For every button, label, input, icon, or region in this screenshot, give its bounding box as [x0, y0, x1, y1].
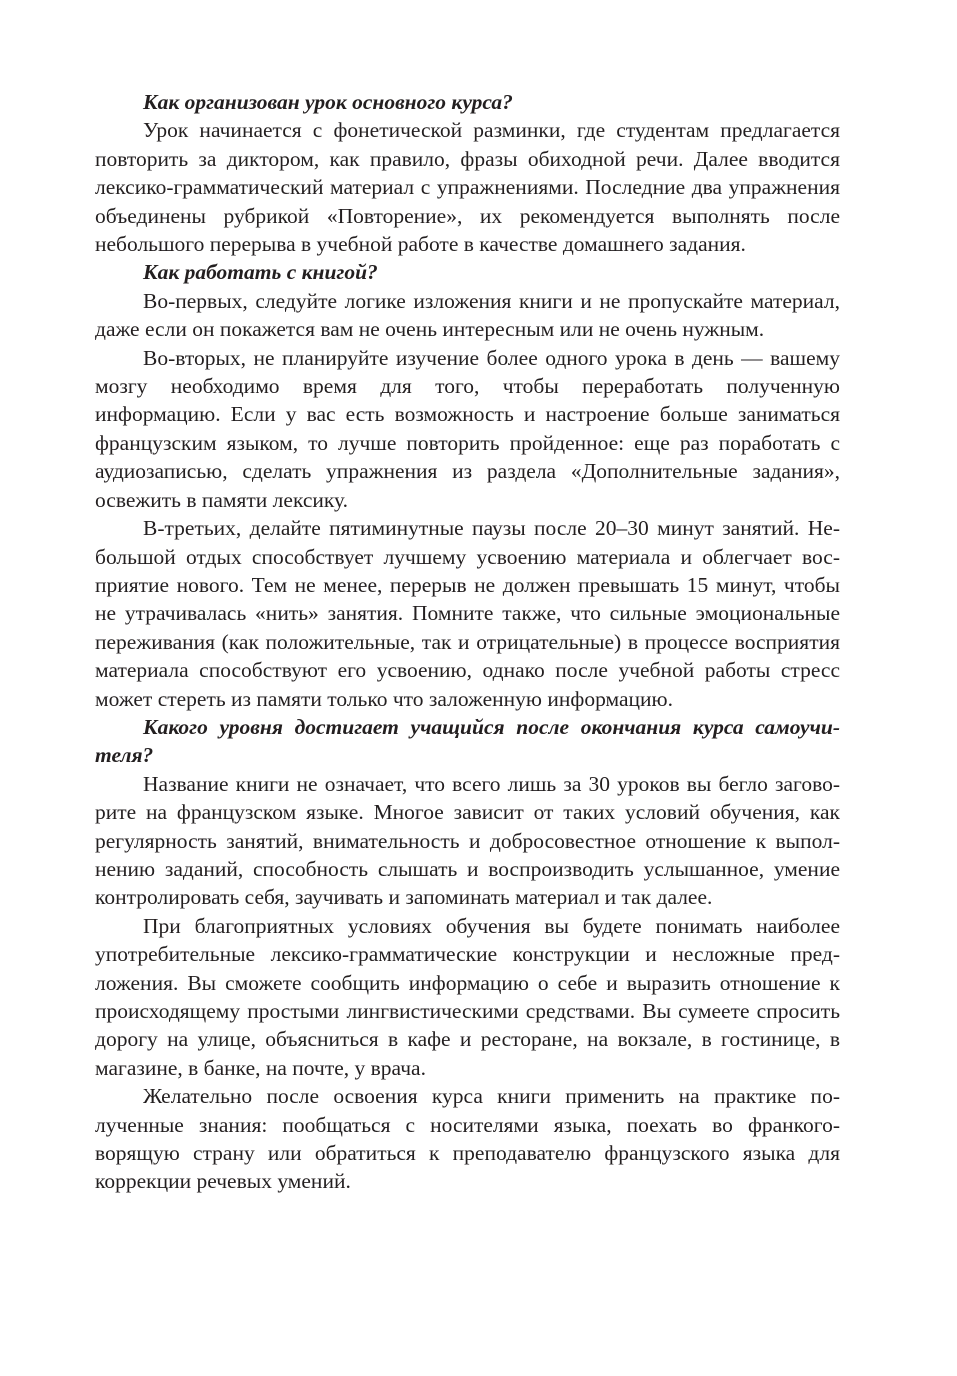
paragraph: Во-вторых, не планируйте изучение более одного урока в день — вашему мозгу необходимо время для того, чтобы переработать полученную информацию. Если у вас есть возможность и настроение больше заниматься французским языком, то лучше повторить пройденное: еще раз поработать с аудиозаписью, сделать упражнения из раздела «Дополнительные задания», освежить в памяти лексику. [95, 345, 840, 512]
paragraph: Во-первых, следуйте логике изложения книги и не пропускайте материал, даже если он покажется вам не очень интересным или не очень нужным. [95, 288, 840, 342]
paragraph: В-третьих, делайте пятиминутные паузы после 20–30 минут занятий. Небольшой отдых способствует лучшему усвоению материала и облегчает восприятие нового. Тем не менее, перерыв не должен превышать 15 минут, чтобы не утрачивалась «нить» занятия. Помните также, что сильные эмоциональные переживания (как положительные, так и отрицательные) в процессе восприятия материала способствуют его усвоению, однако после учебной работы стресс может стереть из памяти только что заложенную информацию. [95, 516, 840, 711]
paragraph: При благоприятных условиях обучения вы будете понимать наиболее употребительные лексико-грамматические конструкции и несложные предложения. Вы сможете сообщить информацию о себе и выразить отношение к происходящему простыми лингвистическими средствами. Вы сумеете спросить дорогу на улице, объясниться в кафе и ресторане, на вокзале, в гостинице, в магазине, в банке, на почте, у врача. [95, 913, 840, 1080]
section-heading: Как работать с книгой? [143, 260, 378, 285]
paragraph: Урок начинается с фонетической разминки, где студентам предлагается повторить за диктором, как правило, фразы обиходной речи. Далее вводится лексико-грамматический материал с упражнениями. Последние два упражнения объединены рубрикой «Повторение», их рекомендуется выполнять после небольшого перерыва в учебной работе в качестве домашнего задания. [95, 118, 840, 257]
section-heading: Как организован урок основного курса? [143, 90, 513, 114]
paragraph: Желательно после освоения курса книги применить на практике полученные знания: пообщаться с носителями языка, поехать во франкоговорящую страну или обратиться к преподавателю французского языка для коррекции речевых умений. [95, 1084, 840, 1194]
page-body [95, 88, 840, 1196]
paragraph: Название книги не означает, что всего лишь за 30 уроков вы бегло заговорите на французском языке. Многое зависит от таких условий обучения, как регулярность занятий, внимательность и добросовестное отношение к выполнению заданий, способность слышать и воспроизводить услышанное, умение контролировать себя, заучивать и запоминать материал и так далее. [95, 771, 840, 910]
section-heading: Какого уровня достигает учащийся после окончания курса самоучителя? [95, 714, 840, 768]
